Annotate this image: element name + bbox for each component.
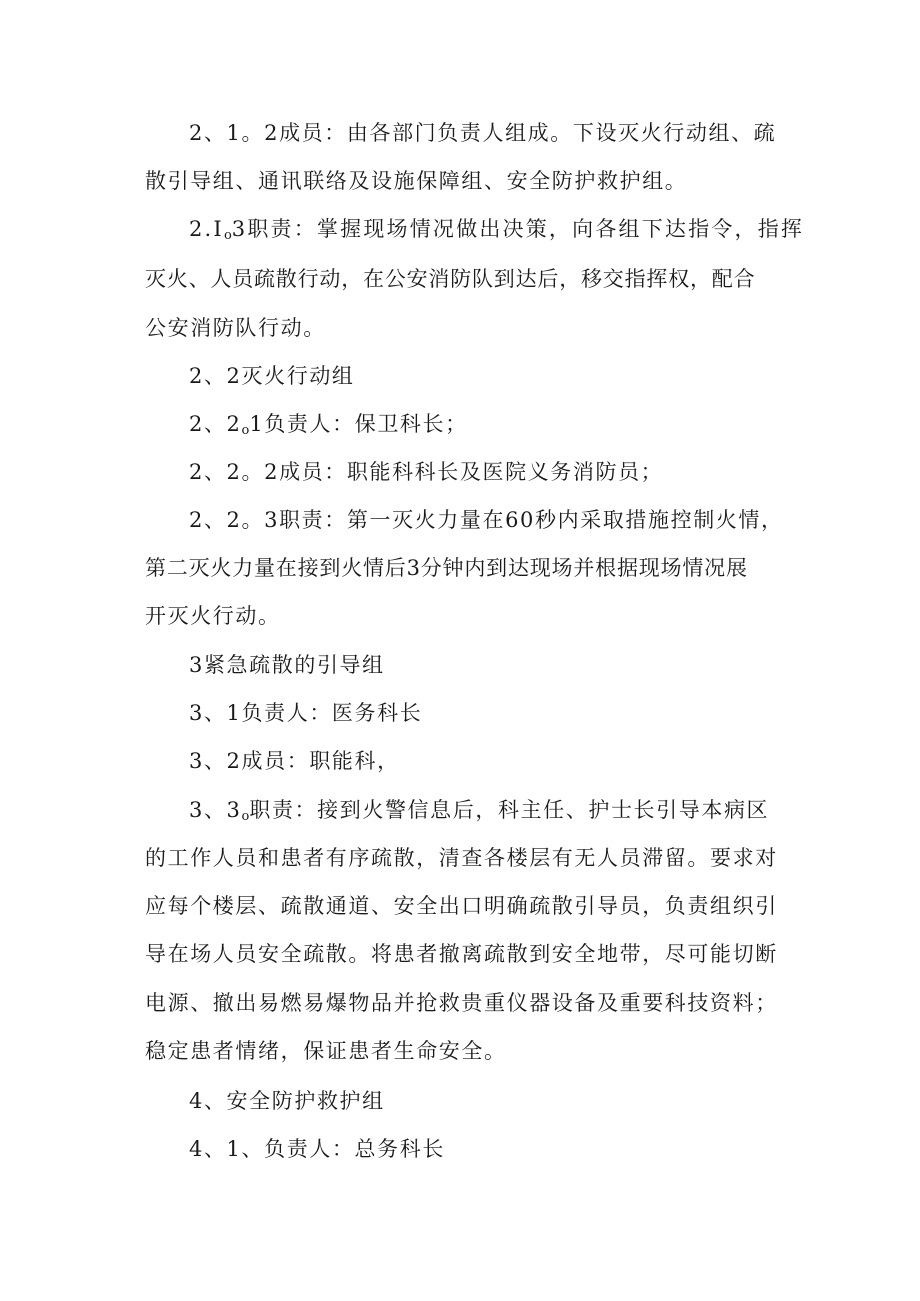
text-line: 3、2成员：职能科， <box>189 749 400 773</box>
text-line: 应每个楼层、疏散通道、安全出口明确疏散引导员，负责组织引 <box>145 894 778 918</box>
text-line <box>189 214 839 244</box>
subscript-mark: o <box>241 809 250 824</box>
text-line: 稳定患者情绪，保证患者生命安全。 <box>145 1039 507 1063</box>
text-span: 职责：接到火警信息后，科主任、护士长引导本病区 <box>249 798 770 822</box>
text-line: 的工作人员和患者有序疏散，清查各楼层有无人员滞留。要求对 <box>145 846 778 870</box>
section-heading: 3紧急疏散的引导组 <box>189 653 385 677</box>
subscript-mark: o <box>241 423 250 438</box>
text-line: 4、1、负责人：总务科长 <box>189 1137 445 1161</box>
text-span: 1负责人：保卫科长； <box>249 412 468 436</box>
text-line: 公安消防队行动。 <box>145 316 326 340</box>
text-line: 导在场人员安全疏散。将患者撤离疏散到安全地带，尽可能切断 <box>145 942 778 966</box>
text-span: 3、3 <box>189 798 242 822</box>
text-line: 灭火、人员疏散行动，在公安消防队到达后，移交指挥权，配合 <box>145 267 756 291</box>
text-span: 2、2 <box>189 412 242 436</box>
text-span: 3职责：掌握现场情况做出决策，向各组下达指令，指挥 <box>231 217 805 241</box>
text-line <box>189 409 839 439</box>
section-heading: 4、安全防护救护组 <box>189 1089 385 1113</box>
section-heading: 2、2灭火行动组 <box>189 364 355 388</box>
text-line: 散引导组、通讯联络及设施保障组、安全防护救护组。 <box>145 169 688 193</box>
text-line: 开灭火行动。 <box>145 604 281 628</box>
text-line: 第二灭火力量在接到火情后3分钟内到达现场并根据现场情况展 <box>145 556 748 580</box>
text-line: 2、2。2成员：职能科科长及医院义务消防员； <box>189 460 664 484</box>
text-line <box>189 795 839 825</box>
text-line: 2、1。2成员：由各部门负责人组成。下设灭火行动组、疏 <box>189 121 777 145</box>
text-span: 2.I <box>189 217 224 241</box>
text-line: 电源、撤出易燃易爆物品并抢救贵重仪器设备及重要科技资料； <box>145 991 778 1015</box>
subscript-mark: o <box>223 228 232 243</box>
text-line: 3、1负责人：医务科长 <box>189 701 423 725</box>
text-line: 2、2。3职责：第一灭火力量在60秒内采取措施控制火情， <box>189 508 784 532</box>
